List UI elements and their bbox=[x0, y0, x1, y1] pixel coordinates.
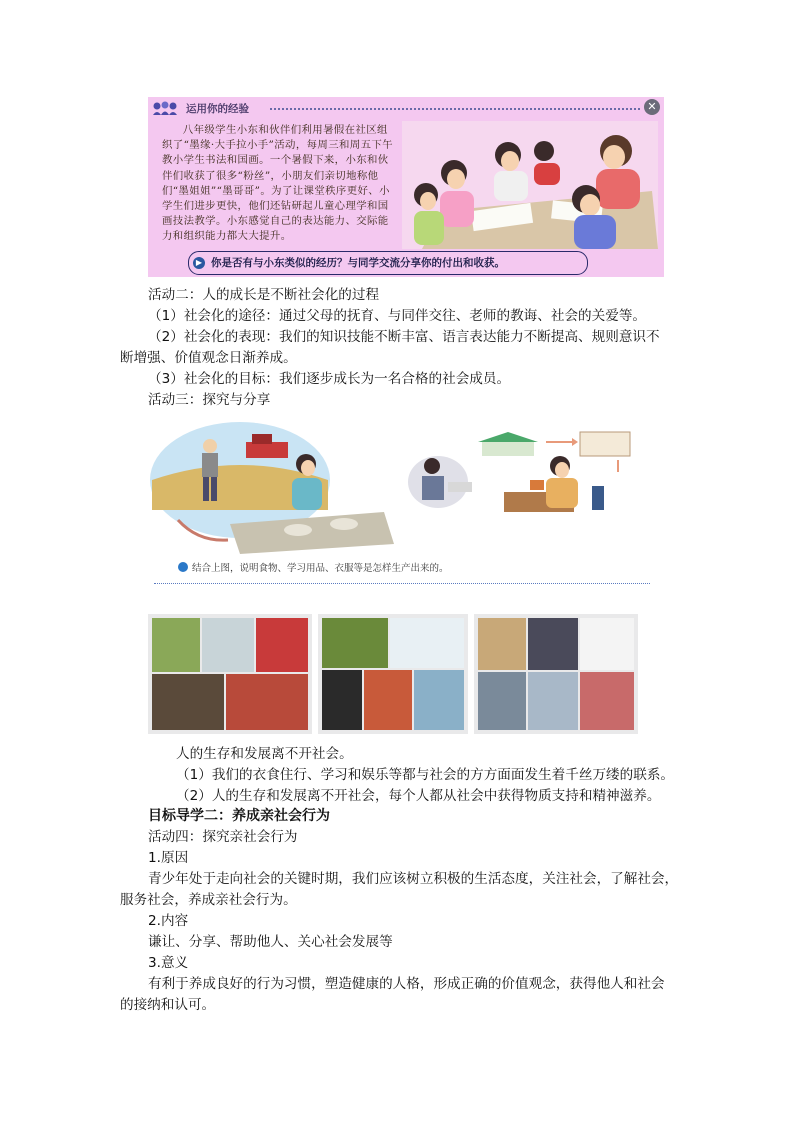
production-figure bbox=[148, 420, 658, 584]
header-divider bbox=[270, 108, 640, 110]
photo-eating bbox=[226, 674, 308, 730]
activity2-item1: （1）社会化的途径：通过父母的抚育、与同伴交往、老师的教诲、社会的关爱等。 bbox=[148, 308, 647, 324]
meaning-line1: 有利于养成良好的行为习惯，塑造健康的人格，形成正确的价值观念，获得他人和社会 bbox=[148, 976, 665, 992]
experience-header bbox=[148, 97, 664, 119]
photo-sewing bbox=[478, 672, 526, 730]
discussion-prompt-text: 你是否有与小东类似的经历？与同学交流分享你的付出和收获。 bbox=[211, 257, 505, 269]
conclusion-title: 人的生存和发展离不开社会。 bbox=[176, 746, 353, 762]
photo-collage-paper bbox=[318, 614, 468, 734]
photo-collage-food bbox=[148, 614, 312, 734]
activity2-item2-line2: 断增强、价值观念日渐养成。 bbox=[120, 350, 297, 366]
content-text: 谦让、分享、帮助他人、关心社会发展等 bbox=[148, 934, 393, 950]
activity2-item3: （3）社会化的目标：我们逐步成长为一名合格的社会成员。 bbox=[148, 371, 511, 387]
photo-notebooks bbox=[414, 670, 464, 730]
arrow-icon: ▶ bbox=[193, 257, 205, 269]
arrow-icon bbox=[178, 562, 188, 572]
photo-truck bbox=[256, 618, 308, 672]
reason-label: 1.原因 bbox=[148, 850, 189, 866]
discussion-prompt bbox=[188, 251, 588, 275]
experience-story: 八年级学生小东和伙伴们利用暑假在社区组织了“墨缘·大手拉小手”活动，每周三和周五下午教小学生书法和国画。一个暑假下来，小东和伙伴们收获了很多“粉丝”，小朋友们亲切地称他们“墨姐姐”“墨哥哥”。为了让课堂秩序更好、小学生们进步更快，他们还钻研起儿童心理学和国画技法教学。小东感觉自己的表达能力、交际能力和组织能力都大大提升。 bbox=[162, 124, 393, 243]
content-label: 2.内容 bbox=[148, 913, 189, 929]
photo-cooking bbox=[152, 674, 224, 730]
teaching-illustration bbox=[402, 121, 658, 249]
figure-divider bbox=[154, 583, 650, 584]
production-illustration bbox=[148, 420, 658, 556]
reason-line2: 服务社会，养成亲社会行为。 bbox=[120, 892, 297, 908]
experience-title: 运用你的经验 bbox=[186, 103, 249, 115]
photo-workshop bbox=[528, 672, 578, 730]
photo-machine bbox=[322, 670, 362, 730]
activity2-heading: 活动二：人的成长是不断社会化的过程 bbox=[148, 287, 380, 303]
reason-line1: 青少年处于走向社会的关键时期，我们应该树立积极的生活态度，关注社会，了解社会， bbox=[148, 871, 679, 887]
meaning-line2: 的接纳和认可。 bbox=[120, 997, 216, 1013]
photo-farm bbox=[152, 618, 200, 672]
photo-cotton bbox=[478, 618, 526, 670]
photo-store bbox=[580, 672, 634, 730]
explore-figure-caption: 结合上图，说明食物、学习用品、衣服等是怎样生产出来的。 bbox=[192, 563, 449, 574]
conclusion-point1: （1）我们的衣食住行、学习和娱乐等都与社会的方方面面发生着千丝万缕的联系。 bbox=[176, 767, 675, 783]
close-icon[interactable]: ✕ bbox=[644, 99, 660, 115]
activity2-item2-line1: （2）社会化的表现：我们的知识技能不断丰富、语言表达能力不断提高、规则意识不 bbox=[148, 329, 660, 345]
photo-paper-rolls bbox=[390, 618, 464, 668]
photo-forest bbox=[322, 618, 388, 668]
photo-delivery bbox=[364, 670, 412, 730]
activity3-heading: 活动三：探究与分享 bbox=[148, 392, 271, 408]
photo-garment-design bbox=[580, 618, 634, 670]
people-icon bbox=[152, 101, 178, 115]
activity4-heading: 活动四：探究亲社会行为 bbox=[148, 829, 298, 845]
photo-factory bbox=[202, 618, 254, 672]
photo-textile-mill bbox=[528, 618, 578, 670]
photo-collage-clothing bbox=[474, 614, 638, 734]
conclusion-point2: （2）人的生存和发展离不开社会，每个人都从社会中获得物质支持和精神滋养。 bbox=[176, 788, 661, 804]
goal2-heading: 目标导学二：养成亲社会行为 bbox=[148, 808, 330, 824]
experience-box bbox=[148, 97, 664, 277]
meaning-label: 3.意义 bbox=[148, 955, 189, 971]
